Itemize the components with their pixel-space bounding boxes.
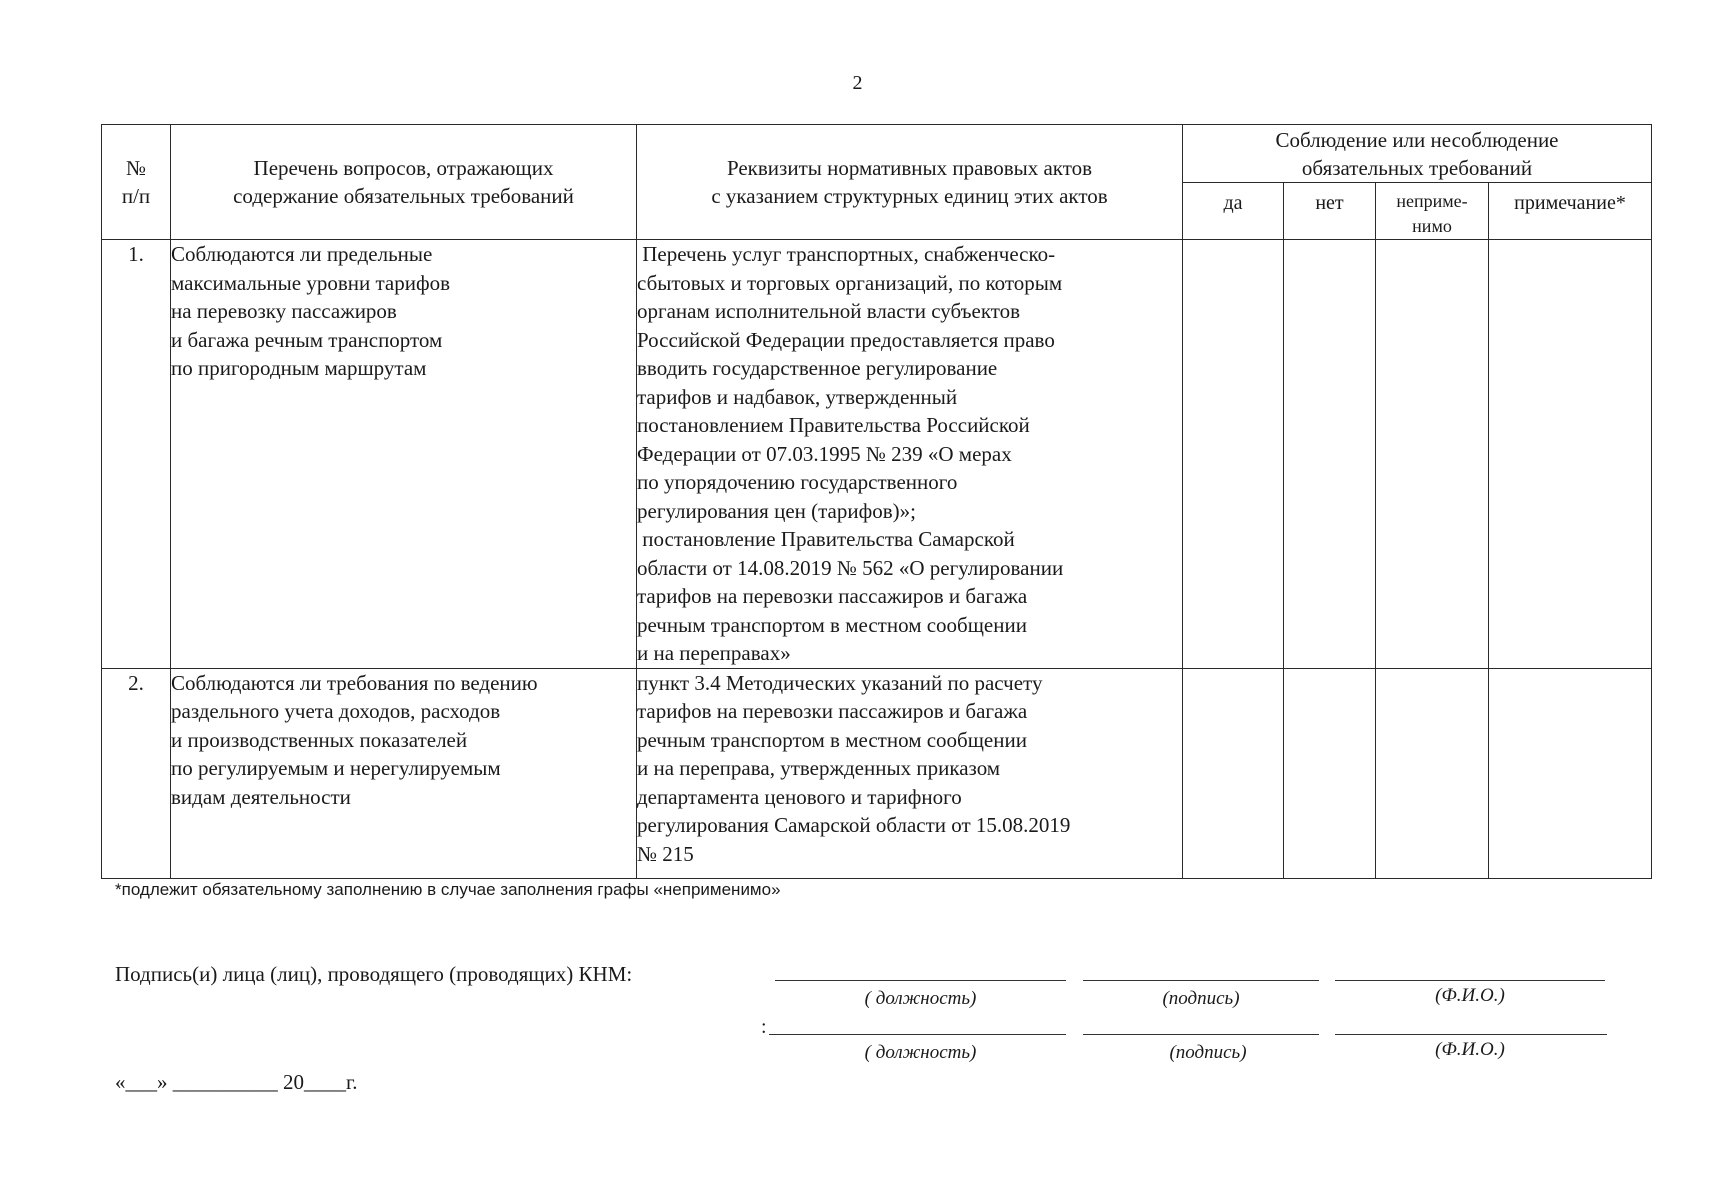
- requirements-table: [101, 124, 1652, 879]
- signature-caption: (подпись): [1162, 988, 1240, 1009]
- colon-mark: :: [761, 1016, 767, 1038]
- header-legal-acts: Реквизиты нормативных правовых актов с указанием структурных единиц этих актов: [637, 125, 1183, 240]
- cell-no[interactable]: [1284, 240, 1376, 669]
- date-line[interactable]: «___» __________ 20____г.: [115, 1070, 358, 1094]
- footnote: *подлежит обязательному заполнению в случае заполнения графы «неприменимо»: [115, 880, 781, 899]
- cell-not-applicable[interactable]: [1376, 668, 1489, 878]
- signature-line-2[interactable]: [1083, 1034, 1319, 1035]
- row-number: 1.: [102, 240, 171, 669]
- cell-no[interactable]: [1284, 668, 1376, 878]
- signature-line-1[interactable]: [1083, 980, 1319, 981]
- position-caption: ( должность): [864, 988, 977, 1009]
- cell-note[interactable]: [1489, 668, 1652, 878]
- header-number: № п/п: [102, 125, 171, 240]
- header-yes: да: [1183, 183, 1284, 240]
- page-number: 2: [852, 72, 863, 94]
- cell-note[interactable]: [1489, 240, 1652, 669]
- cell-yes[interactable]: [1183, 668, 1284, 878]
- header-compliance: Соблюдение или несоблюдение обязательных требований: [1183, 125, 1652, 183]
- signature-label: Подпись(и) лица (лиц), проводящего (проводящих) КНМ:: [115, 962, 633, 986]
- signature-caption: (подпись): [1169, 1042, 1247, 1063]
- header-questions: Перечень вопросов, отражающих содержание обязательных требований: [171, 125, 637, 240]
- name-caption: (Ф.И.О.): [1435, 985, 1505, 1006]
- table-row: [102, 668, 1652, 878]
- legal-acts: пункт 3.4 Методических указаний по расчету тарифов на перевозки пассажиров и багажа речным транспортом в местном сообщении и на переправа, утвержденных приказом департамента ценового и тарифного регулирования Самарской области от 15.08.2019 № 215: [637, 668, 1183, 878]
- header-note: примечание*: [1489, 183, 1652, 240]
- table-row: [102, 240, 1652, 669]
- legal-acts: Перечень услуг транспортных, снабженческо- сбытовых и торговых организаций, по которым органам исполнительной власти субъектов Российской Федерации предоставляется право вводить государственное регулирование тарифов и надбавок, утвержденный постановлением Правительства Российской Федерации от 07.03.1995 № 239 «О мерах по упорядочению государственного регулирования цен (тарифов)»; постановление Правительства Самарской области от 14.08.2019 № 562 «О регулировании тарифов на перевозки пассажиров и багажа речным транспортом в местном сообщении и на переправах»: [637, 240, 1183, 669]
- name-line-1[interactable]: [1335, 980, 1605, 981]
- name-caption: (Ф.И.О.): [1435, 1039, 1505, 1060]
- header-no: нет: [1284, 183, 1376, 240]
- requirement-question: Соблюдаются ли предельные максимальные уровни тарифов на перевозку пассажиров и багажа речным транспортом по пригородным маршрутам: [171, 240, 637, 669]
- name-line-2[interactable]: [1335, 1034, 1607, 1035]
- position-line-1[interactable]: [775, 980, 1066, 981]
- cell-yes[interactable]: [1183, 240, 1284, 669]
- position-caption: ( должность): [864, 1042, 977, 1063]
- cell-not-applicable[interactable]: [1376, 240, 1489, 669]
- header-not-applicable: неприме- нимо: [1376, 183, 1489, 240]
- requirement-question: Соблюдаются ли требования по ведению раздельного учета доходов, расходов и производственных показателей по регулируемым и нерегулируемым видам деятельности: [171, 668, 637, 878]
- row-number: 2.: [102, 668, 171, 878]
- position-line-2[interactable]: [769, 1034, 1066, 1035]
